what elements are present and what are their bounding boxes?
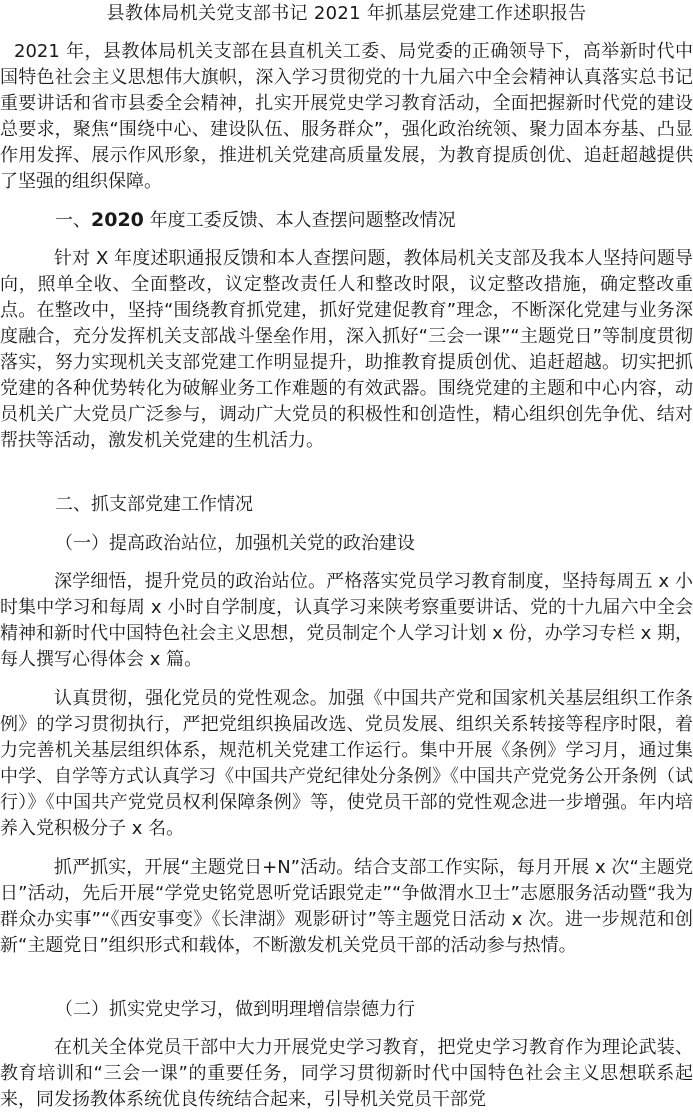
section-1-prefix: 一、 (55, 210, 91, 231)
subsection-1-paragraph-2: 认真贯彻，强化党员的党性观念。加强《中国共产党和国家机关基层组织工作条例》的学习贯彻执行，严把党组织换届改选、党员发展、组织关系转接等程序时限，着力完善机关基层组织体系，规范机关党建工作运行。集中开展《条例》学习月，通过集中学、自学等方式认真学习《中国共产党纪律处分条例》《中国共产党党务公开条例（试行）》《中国共产党党员权利保障条例》等，使党员干部的党性观念进一步增强。年内培养入党积极分子 x 名。 (0, 688, 693, 839)
subsection-1-paragraph-1: 深学细悟，提升党员的政治站位。严格落实党员学习教育制度，坚持每周五 x 小时集中学习和每周 x 小时自学制度，认真学习来陕考察重要讲话、党的十九届六中全会精神和新时代中国特色社会主义思想，党员制定个人学习计划 x 份，办学习专栏 x 期，每人撰写心得体会 x 篇。 (0, 571, 693, 670)
subsection-1-heading: （一）提高政治站位，加强机关党的政治建设 (55, 533, 415, 554)
intro-paragraph: 2021 年，县教体局机关支部在县直机关工委、局党委的正确领导下，高举新时代中国特色社会主义思想伟大旗帜，深入学习贯彻党的十九届六中全会精神认真落实总书记重要讲话和省市县委全会精神，扎实开展党史学习教育活动，全面把握新时代党的建设总要求，聚焦“围绕中心、建设队伍、服务群众”，强化政治统领、聚力固本夯基、凸显作用发挥、展示作风形象，推进机关党建高质量发展，为教育提质创优、追赶超越提供了坚强的组织保障。 (0, 41, 693, 192)
subsection-2-paragraph-1: 在机关全体党员干部中大力开展党史学习教育，把党史学习教育作为理论武装、教育培训和“三会一课”的重要任务，同学习贯彻新时代中国特色社会主义思想联系起来，同发扬教体系统优良传统结合起来，引导机关党员干部党 (0, 1037, 693, 1110)
subsection-1-paragraph-3: 抓严抓实，开展“主题党日+N”活动。结合支部工作实际，每月开展 x 次“主题党日”活动，先后开展“学党史铭党恩听党话跟党走”“争做渭水卫士”志愿服务活动暨“我为群众办实事”“《西安事变》《长津湖》观影研讨”等主题党日活动 x 次。进一步规范和创新“主题党日”组织形式和载体，不断激发机关党员干部的活动参与热情。 (0, 857, 693, 956)
section-1-suffix: 年度工委反馈、本人查摆问题整改情况 (143, 210, 456, 231)
section-2-heading: 二、抓支部党建工作情况 (55, 494, 253, 515)
section-1-year: 2020 (91, 209, 144, 231)
subsection-2-heading: （二）抓实党史学习，做到明理增信崇德力行 (55, 999, 415, 1020)
section-1-heading (55, 207, 456, 234)
section-1-paragraph: 针对 X 年度述职通报反馈和本人查摆问题，教体局机关支部及我本人坚持问题导向，照单全收、全面整改，议定整改责任人和整改时限，议定整改措施，确定整改重点。在整改中，坚持“围绕教育抓党建，抓好党建促教育”理念，不断深化党建与业务深度融合，充分发挥机关支部战斗堡垒作用，深入抓好“三会一课”“主题党日”等制度贯彻落实，努力实现机关支部党建工作明显提升，助推教育提质创优、追赶超越。切实把抓党建的各种优势转化为破解业务工作难题的有效武器。围绕党建的主题和中心内容，动员机关广大党员广泛参与，调动广大党员的积极性和创造性，精心组织创先争优、结对帮扶等活动，激发机关党建的生机活力。 (0, 248, 693, 451)
document-title: 县教体局机关党支部书记 2021 年抓基层党建工作述职报告 (106, 3, 587, 24)
